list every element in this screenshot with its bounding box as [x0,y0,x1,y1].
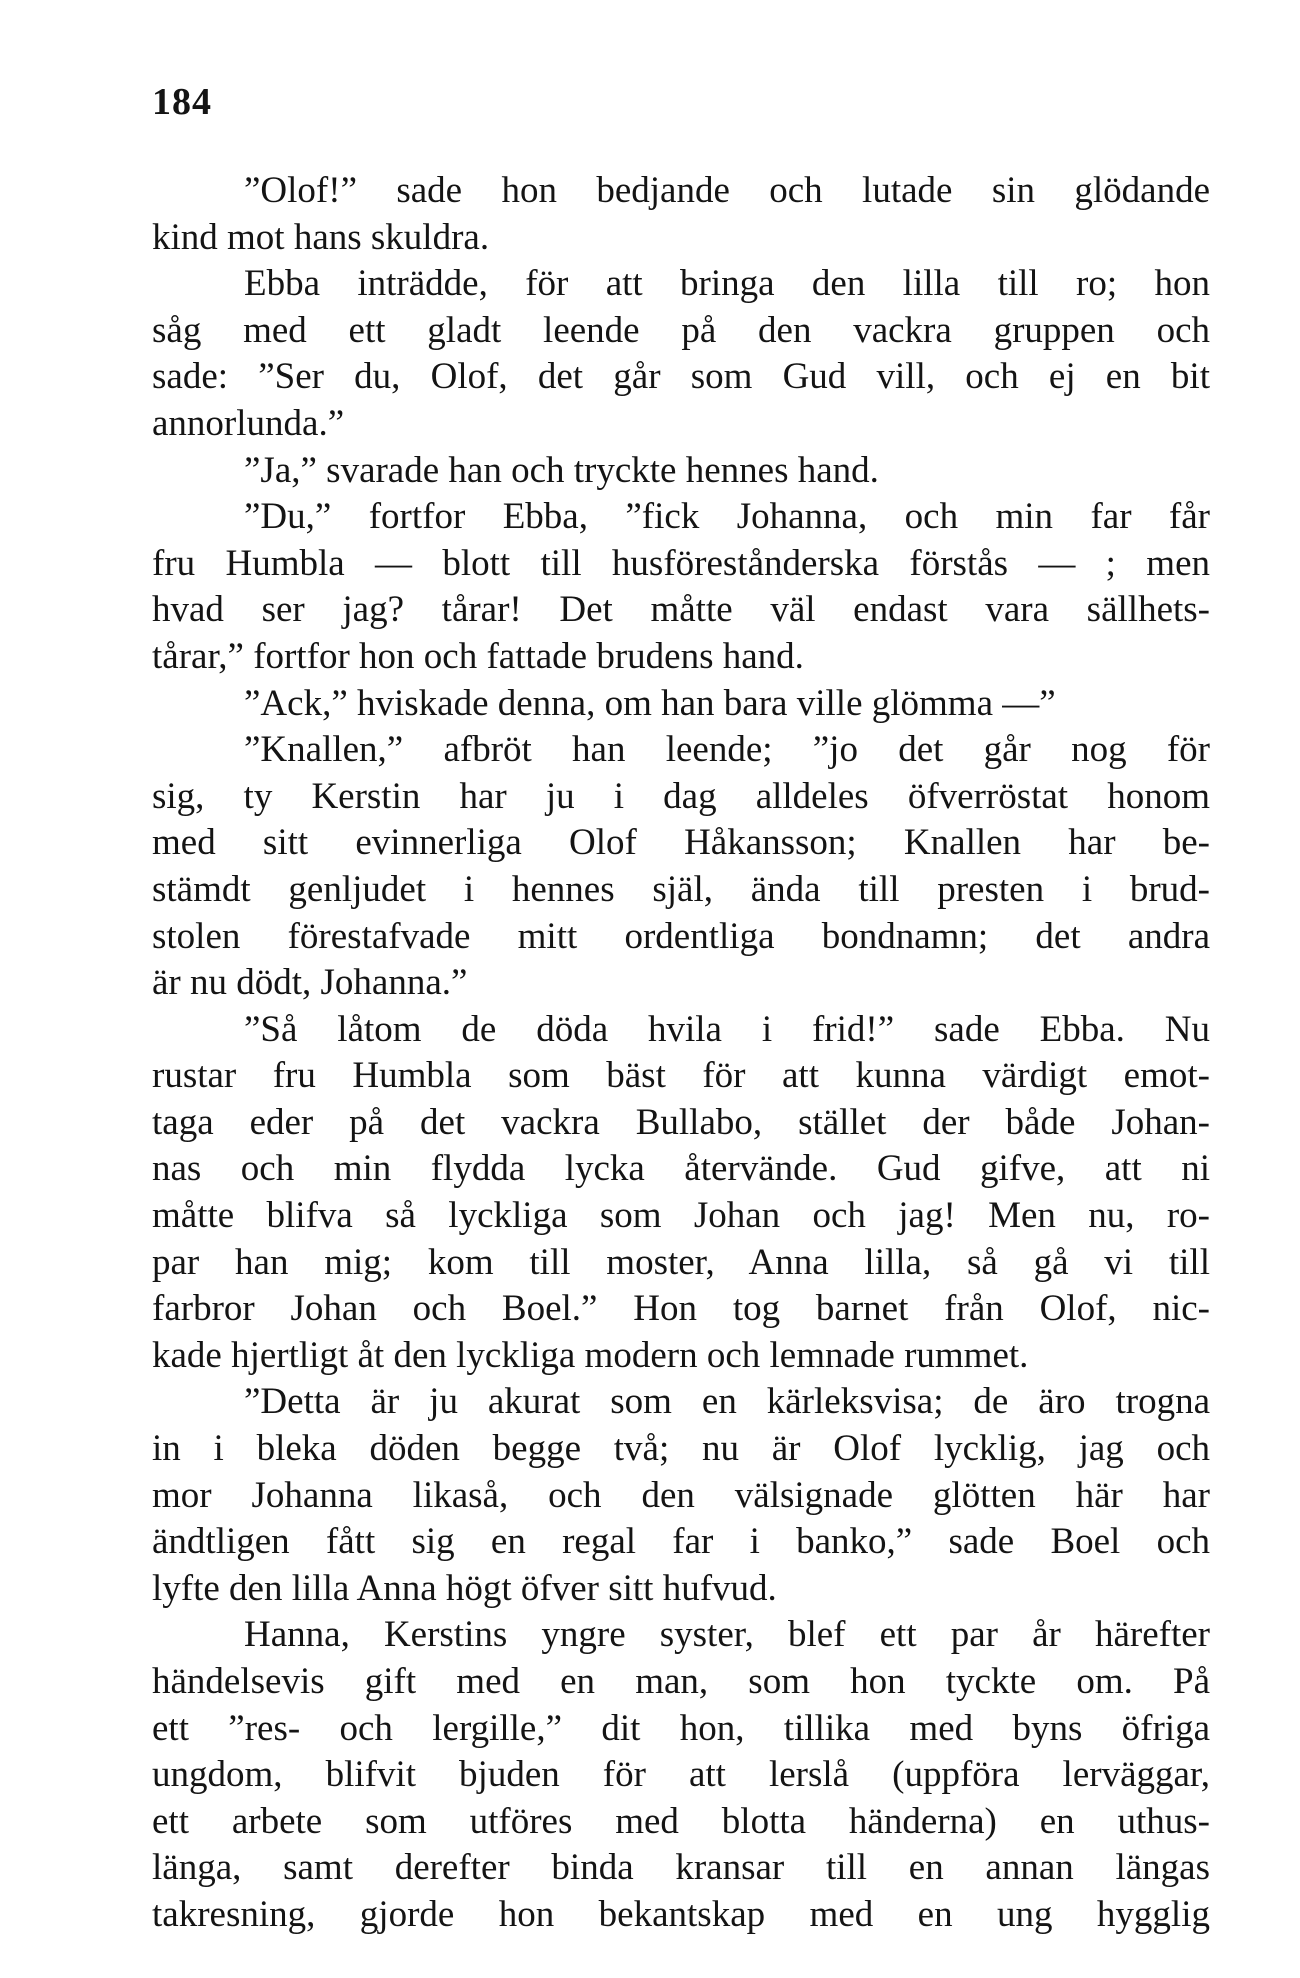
text-line: par han mig; kom till moster, Anna lilla, så gå vi till [152,1241,1210,1283]
text-line: kind mot hans skuldra. [152,216,490,258]
page-number: 184 [152,81,212,123]
text-line: är nu dödt, Johanna.” [152,962,468,1004]
text-line: mor Johanna likaså, och den välsignade glötten här har [152,1474,1210,1516]
text-line: in i bleka döden begge två; nu är Olof lycklig, jag och [152,1428,1210,1470]
text-line: länga, samt derefter binda kransar till en annan längas [152,1847,1210,1889]
text-line: sade: ”Ser du, Olof, det går som Gud vill, och ej en bit [152,356,1210,398]
text-line: ”Så låtom de döda hvila i frid!” sade Ebba. Nu [244,1008,1210,1050]
text-line: taga eder på det vackra Bullabo, stället der både Johan- [152,1101,1210,1143]
text-line: hvad ser jag? tårar! Det måtte väl endast vara sällhets- [152,589,1210,631]
text-line: måtte blifva så lyckliga som Johan och jag! Men nu, ro- [152,1195,1210,1237]
text-line: stolen förestafvade mitt ordentliga bondnamn; det andra [152,915,1210,957]
text-line: sig, ty Kerstin har ju i dag alldeles öfverröstat honom [152,775,1210,817]
text-line: ett ”res- och lergille,” dit hon, tillika med byns öfriga [152,1707,1210,1749]
text-line: tårar,” fortfor hon och fattade brudens hand. [152,635,804,677]
text-line: ändtligen fått sig en regal far i banko,” sade Boel och [152,1521,1210,1563]
text-line: nas och min flydda lycka återvände. Gud gifve, att ni [152,1148,1210,1190]
text-line: ”Knallen,” afbröt han leende; ”jo det går nog för [244,729,1210,771]
text-line: såg med ett gladt leende på den vackra gruppen och [152,309,1210,351]
text-line: ungdom, blifvit bjuden för att lerslå (uppföra lerväggar, [152,1754,1210,1796]
text-line: ”Ack,” hviskade denna, om han bara ville glömma —” [244,682,1056,724]
text-line: ”Du,” fortfor Ebba, ”fick Johanna, och min far får [244,496,1210,538]
text-line: lyfte den lilla Anna högt öfver sitt hufvud. [152,1567,777,1609]
text-line: händelsevis gift med en man, som hon tyckte om. På [152,1661,1210,1702]
text-line: ”Ja,” svarade han och tryckte hennes hand. [244,449,879,491]
text-line: Hanna, Kerstins yngre syster, blef ett par år härefter [244,1614,1210,1656]
text-line: kade hjertligt åt den lyckliga modern och lemnade rummet. [152,1334,1029,1376]
body-text [152,168,1210,1939]
text-line: farbror Johan och Boel.” Hon tog barnet från Olof, nic- [152,1288,1210,1330]
text-line: Ebba inträdde, för att bringa den lilla till ro; hon [244,263,1210,305]
text-line: annorlunda.” [152,402,345,444]
text-line: ”Detta är ju akurat som en kärleksvisa; de äro trogna [244,1381,1210,1423]
text-line: ”Olof!” sade hon bedjande och lutade sin glödande [244,170,1210,211]
text-line: ett arbete som utföres med blotta händerna) en uthus- [152,1800,1210,1842]
text-line: fru Humbla — blott till husföreståndersk​a förstås — ; men [152,542,1210,584]
text-line: med sitt evinnerliga Olof Håkansson; Knallen har be- [152,822,1210,864]
text-line: rustar fru Humbla som bäst för att kunna värdigt emot- [152,1055,1210,1097]
text-line: takresning, gjorde hon bekantskap med en ung hygglig [152,1893,1210,1935]
text-line: stämdt genljudet i hennes själ, ända till presten i brud- [152,868,1210,910]
